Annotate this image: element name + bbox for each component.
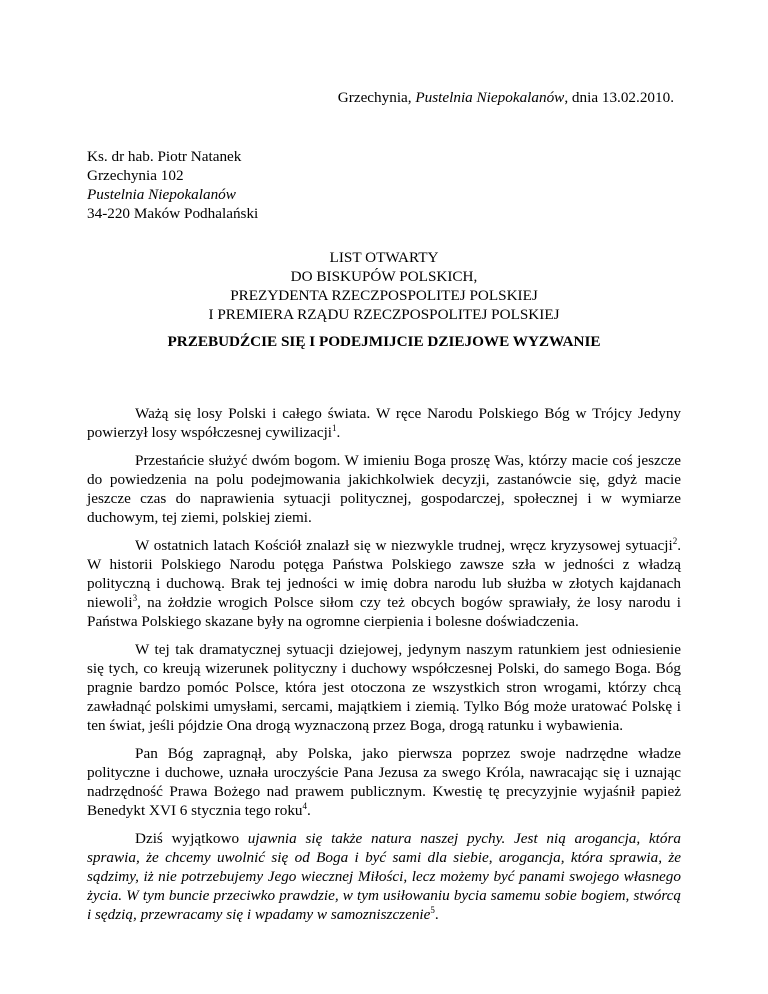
footnote-ref: 1 xyxy=(332,422,337,433)
paragraph-6: Dziś wyjątkowo ujawnia się także natura naszej pychy. Jest nią arogancja, która sprawia, że chcemy uwolnić się od Boga i być sami dla siebie, arogancja, która sprawia, że sądzimy, iż nie potrzebujemy Jego wiecznej Miłości, lecz możemy być panami swojego własnego życia. W tym buncie przeciwko prawdzie, w tym usiłowaniu bycia samemu sobie bogiem, stwórcą i sędzią, przewracamy się i wpadamy w samozniszczenie$^5$. xyxy=(87,830,681,923)
heading-line-4: I PREMIERA RZĄDU RZECZPOSPOLITEJ POLSKIEJ xyxy=(208,306,560,323)
heading-line-2: DO BISKUPÓW POLSKICH, xyxy=(290,268,478,285)
footnote-ref: 4 xyxy=(302,800,308,811)
paragraph-2: Przestańcie służyć dwóm bogom. W imieniu Boga proszę Was, którzy macie coś jeszcze do powiedzenia na polu podejmowania jakichkolwiek decyzji, zastanówcie się, gdyż macie jeszcze czas do naprawienia sytuacji politycznej, gospodarczej, społecznej i w wymiarze duchowym, tej ziemi, polskiej ziemi. xyxy=(87,452,681,526)
letter-body xyxy=(87,404,681,933)
dateline xyxy=(338,88,674,107)
dateline-date: , dnia 13.02.2010. xyxy=(564,89,674,106)
quotation: ujawnia się także natura naszej pychy. Jest nią arogancja, która sprawia, że chcemy uwolnić się od Boga i być sami dla siebie, arogancja, która sprawia, że sądzimy, iż nie potrzebujemy Jego wiecznej Miłości, lecz możemy być panami swojego własnego życia. W tym buncie przeciwko prawdzie, w tym usiłowaniu bycia samemu sobie bogiem, stwórcą i sędzią, przewracamy się i wpadamy w samozniszczenie xyxy=(87,830,681,923)
paragraph-3: W ostatnich latach Kościół znalazł się w niezwykle trudnej, wręcz kryzysowej sytuacji$^2$. W historii Polskiego Narodu potęga Państwa Polskiego zawsze szła w jedności z władzą polityczną i duchową. Brak tej jedności w imię dobra narodu lub służba w złotych kajdanach niewoli$^3$, na żołdzie wrogich Polsce siłom czy też obcych bogów sprawiały, że losy narodu i Państwa Polskiego skazane były na ogromne cierpienia i bolesne doświadczenia. xyxy=(87,535,681,630)
footnote-ref: 5 xyxy=(430,904,435,915)
heading-line-1: LIST OTWARTY xyxy=(329,249,439,266)
paragraph-4: W tej tak dramatycznej sytuacji dziejowej, jedynym naszym ratunkiem jest odniesienie się tych, co kreują wizerunek polityczny i duchowy współczesnej Polski, do samego Boga. Bóg pragnie bardzo pomóc Polsce, która jest otoczona ze wszystkich stron wrogami, którzy chcą zawładnąć polskimi umysłami, sercami, majątkiem i ziemią. Tylko Bóg może uratować Polskę i ten świat, jeśli pójdzie Ona drogą wyznaczoną przez Boga, drogą ratunku i wybawienia. xyxy=(87,641,681,734)
paragraph-1: Ważą się losy Polski i całego świata. W ręce Narodu Polskiego Bóg w Trójcy Jedyny powierzył losy współczesnej cywilizacji$^1$. xyxy=(87,405,681,441)
dateline-place: Grzechynia, xyxy=(337,89,416,106)
footnote-ref: 2 xyxy=(672,535,678,546)
letter-subtitle: PRZEBUDŹCIE SIĘ I PODEJMIJCIE DZIEJOWE WYZWANIE xyxy=(167,333,601,350)
sender-hermitage: Pustelnia Niepokalanów xyxy=(87,186,236,203)
paragraph-5: Pan Bóg zapragnął, aby Polska, jako pierwsza poprzez swoje nadrzędne władze polityczne i duchowe, uznała uroczyście Pana Jezusa za swego Króla, nawracając się i uznając nadrzędność Prawa Bożego nad prawem publicznym. Kwestię tę precyzyjnie wyjaśnił papież Benedykt XVI 6 stycznia tego roku$^4$. xyxy=(87,745,681,819)
footnote-ref: 3 xyxy=(132,592,138,603)
letter-heading xyxy=(87,248,681,324)
sender-address xyxy=(87,147,258,223)
sender-name: Ks. dr hab. Piotr Natanek xyxy=(87,148,242,165)
dateline-hermitage: Pustelnia Niepokalanów xyxy=(415,89,565,106)
sender-postal: 34-220 Maków Podhalański xyxy=(87,205,259,222)
sender-street: Grzechynia 102 xyxy=(87,167,184,184)
heading-line-3: PREZYDENTA RZECZPOSPOLITEJ POLSKIEJ xyxy=(230,287,538,304)
